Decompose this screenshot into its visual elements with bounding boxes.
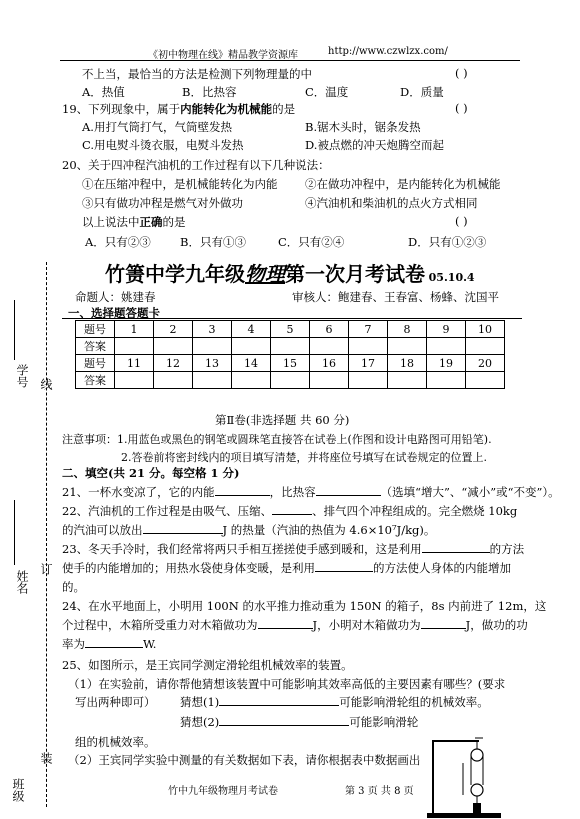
q23-line-2 <box>62 560 511 576</box>
q25-sub-1b: 写出两种即可） <box>75 695 156 709</box>
q25-guess-1-tail: 可能影响滑轮组的机械效率。 <box>339 695 489 709</box>
q20-answer-paren: ( ) <box>455 214 468 228</box>
margin-class: 班级 <box>11 778 25 802</box>
exam-title <box>105 258 475 287</box>
q20-statement-1: ①在压缩冲程中，是机械能转化为内能 <box>82 177 278 191</box>
q23-a: 23、冬天手冷时，我们经常将两只手相互搓搓使手感到暖和，这是利用 <box>62 542 422 556</box>
card-num: 20 <box>466 355 505 372</box>
q25-blank-1[interactable] <box>219 694 339 706</box>
q24-f: W. <box>143 637 157 651</box>
q25-blank-2[interactable] <box>219 714 349 726</box>
q19-answer-paren: ( ) <box>455 101 468 115</box>
q25-guess-2-tail: 可能影响滑轮 <box>349 715 419 729</box>
q22-d: J 的热量（汽油的热值为 4.6×10⁷J/kg)。 <box>222 523 436 537</box>
q18-option-a: A．热值 <box>82 85 125 99</box>
q22-b: 、排气四个冲程组成的。完全燃烧 10kg <box>312 504 518 518</box>
q24-b: 个过程中，木箱所受重力对木箱做功为 <box>62 618 258 632</box>
q25-guess-2 <box>180 714 418 730</box>
q21-blank-1[interactable] <box>215 484 270 496</box>
card-num: 14 <box>232 355 271 372</box>
card-num: 12 <box>154 355 193 372</box>
q23-line-3: 的。 <box>62 580 85 594</box>
card-answer-cell[interactable] <box>466 338 505 355</box>
q19-stem-bold: 内能转化为机械能 <box>180 102 273 116</box>
card-num: 19 <box>427 355 466 372</box>
q20-statement-4: ④汽油机和柴油机的点火方式相同 <box>305 196 478 210</box>
q23-blank-2[interactable] <box>315 560 373 572</box>
card-num: 4 <box>232 321 271 338</box>
card-answer-cell[interactable] <box>388 338 427 355</box>
student-number-blank[interactable] <box>14 300 15 360</box>
part-2-heading: 第Ⅱ卷(非选择题 共 60 分) <box>215 413 350 427</box>
q23-d: 的方法使人身体的内能增加 <box>373 561 511 575</box>
card-answer-cell[interactable] <box>466 372 505 389</box>
card-num: 5 <box>271 321 310 338</box>
q20-ask-post: 的是 <box>162 215 186 229</box>
card-answer-cell[interactable] <box>232 338 271 355</box>
card-label-num: 题号 <box>76 355 115 372</box>
card-num: 9 <box>427 321 466 338</box>
seal-line <box>46 262 47 807</box>
q18-stem-cont: 不上当，最恰当的方法是检测下列物理量的中 <box>82 67 312 81</box>
q22-line-1 <box>62 503 517 519</box>
card-label-ans: 答案 <box>76 372 115 389</box>
margin-name: 姓名 <box>15 570 29 594</box>
exam-title-subject: 物理 <box>245 262 285 286</box>
card-answer-cell[interactable] <box>349 338 388 355</box>
margin-ding-mark: 订 <box>39 563 53 575</box>
card-answer-cell[interactable] <box>427 372 466 389</box>
card-answer-cell[interactable] <box>232 372 271 389</box>
q22-c: 的汽油可以放出 <box>62 523 143 537</box>
card-num: 2 <box>154 321 193 338</box>
q21-b: ，比热容 <box>269 485 316 499</box>
exam-date: 05.10.4 <box>428 271 475 284</box>
card-answer-cell[interactable] <box>193 372 232 389</box>
q23-blank-1[interactable] <box>422 541 490 553</box>
card-num: 3 <box>193 321 232 338</box>
exam-title-pre: 竹箦中学九年级 <box>105 262 245 286</box>
q19-option-b: B.锯木头时，锯条发热 <box>305 120 421 134</box>
card-answer-cell[interactable] <box>115 338 154 355</box>
q25-guess-2-cont: 组的机械效率。 <box>75 735 156 749</box>
card-num: 16 <box>310 355 349 372</box>
margin-student-number: 学号 <box>15 364 29 388</box>
q20-ask <box>82 214 186 230</box>
card-num-row-1 <box>76 321 505 338</box>
card-answer-cell[interactable] <box>271 372 310 389</box>
card-label-ans: 答案 <box>76 338 115 355</box>
card-answer-cell[interactable] <box>193 338 232 355</box>
section-1-rule <box>62 318 522 319</box>
card-num: 8 <box>388 321 427 338</box>
q19-stem-post: 的是 <box>272 102 296 116</box>
card-num: 11 <box>115 355 154 372</box>
q23-line-1 <box>62 541 524 557</box>
name-blank[interactable] <box>14 500 15 565</box>
section-2-heading: 二、填空(共 21 分。每空格 1 分) <box>62 466 240 480</box>
card-answer-cell[interactable] <box>310 372 349 389</box>
q22-blank-2[interactable] <box>143 522 223 534</box>
q25-stem: 25、如图所示，是王宾同学测定滑轮组机械效率的装置。 <box>62 658 353 672</box>
reviewer: 审核人：鲍建春、王春富、杨蜂、沈国平 <box>292 290 499 304</box>
q20-option-b: B．只有①③ <box>180 235 246 249</box>
card-answer-cell[interactable] <box>310 338 349 355</box>
q18-answer-paren: ( ) <box>455 66 468 80</box>
card-num: 6 <box>310 321 349 338</box>
card-ans-row-2 <box>76 372 505 389</box>
q24-line-2 <box>62 617 528 633</box>
exam-title-post: 第一次月考试卷 <box>285 262 425 286</box>
margin-line-mark: 线 <box>39 378 53 390</box>
pulley-apparatus-figure <box>425 735 505 819</box>
q20-stem: 20、关于四冲程汽油机的工作过程有以下几种说法： <box>62 158 330 172</box>
footer-page: 第 3 页 共 8 页 <box>345 786 414 797</box>
card-answer-cell[interactable] <box>271 338 310 355</box>
header-source: 《初中物理在线》精品教学资源库 <box>148 50 298 61</box>
card-num-row-2 <box>76 355 505 372</box>
q25-guess-2-label: 猜想(2) <box>180 715 220 729</box>
card-label-num: 题号 <box>76 321 115 338</box>
section-1-heading: 一、选择题答题卡 <box>68 306 160 320</box>
q24-line-3 <box>62 636 156 652</box>
q18-option-b: B．比热容 <box>182 85 237 99</box>
q20-ask-bold: 正确 <box>139 215 163 229</box>
q19-option-a: A.用打气筒打气，气筒壁发热 <box>82 120 232 134</box>
q18-option-c: C．温度 <box>305 85 349 99</box>
q19-stem-pre: 19、下列现象中，属于 <box>62 102 181 116</box>
card-num: 15 <box>271 355 310 372</box>
q24-c: J，小明对木箱做功为 <box>312 618 421 632</box>
card-answer-cell[interactable] <box>388 372 427 389</box>
q25-guess-1-label: 猜想(1) <box>180 695 220 709</box>
card-num: 10 <box>466 321 505 338</box>
q25-sub-2: （2）王宾同学实验中测量的有关数据如下表，请你根据表中数据画出 <box>68 753 421 767</box>
q24-e: 率为 <box>62 637 85 651</box>
q19-stem <box>62 101 295 117</box>
card-num: 18 <box>388 355 427 372</box>
q24-blank-1[interactable] <box>258 617 313 629</box>
card-answer-cell[interactable] <box>154 372 193 389</box>
notice-line-1: 注意事项：1.用蓝色或黑色的钢笔或圆珠笔直接答在试卷上(作图和设计电路图可用铅笔). <box>62 433 492 446</box>
card-num: 1 <box>115 321 154 338</box>
card-answer-cell[interactable] <box>115 372 154 389</box>
q20-statement-2: ②在做功冲程中，是内能转化为机械能 <box>305 177 501 191</box>
answer-card <box>75 320 505 389</box>
card-answer-cell[interactable] <box>154 338 193 355</box>
q21-blank-2[interactable] <box>316 484 381 496</box>
q20-option-a: A．只有②③ <box>85 235 151 249</box>
card-answer-cell[interactable] <box>427 338 466 355</box>
q18-option-d: D．质量 <box>400 85 444 99</box>
margin-zhuang-mark: 装 <box>39 752 53 764</box>
header-url[interactable]: http://www.czwlzx.com/ <box>328 46 448 57</box>
q19-option-c: C.用电熨斗烫衣服，电熨斗发热 <box>82 138 244 152</box>
q20-option-d: D．只有①②③ <box>408 235 487 249</box>
q21-c: （选填“增大”、“减小”或“不变”）。 <box>380 485 560 499</box>
q23-b: 的方法 <box>489 542 525 556</box>
q19-option-d: D.被点燃的冲天炮腾空而起 <box>305 138 444 152</box>
notice-line-2: 2.答卷前将密封线内的项目填写清楚，并将座位号填写在试卷规定的位置上. <box>121 451 487 464</box>
card-answer-cell[interactable] <box>349 372 388 389</box>
q21-a: 21、一杯水变凉了，它的内能 <box>62 485 215 499</box>
q25-guess-1 <box>180 694 489 710</box>
q22-a: 22、汽油机的工作过程是由吸气、压缩、 <box>62 504 273 518</box>
q24-blank-2[interactable] <box>421 617 466 629</box>
setter: 命题人：姚建春 <box>75 290 156 304</box>
card-ans-row-1 <box>76 338 505 355</box>
q22-line-2 <box>62 522 435 538</box>
q24-line-1: 24、在水平地面上，小明用 100N 的水平推力推动重为 150N 的箱子，8s 内前进了 12m，这 <box>62 599 547 613</box>
card-num: 7 <box>349 321 388 338</box>
header-rule <box>60 60 520 61</box>
card-num: 13 <box>193 355 232 372</box>
q25-sub-1: （1）在实验前，请你帮他猜想该装置中可能影响其效率高低的主要因素有哪些？(要求 <box>68 677 506 691</box>
q20-ask-pre: 以上说法中 <box>82 215 140 229</box>
q22-blank-1[interactable] <box>272 503 312 515</box>
card-num: 17 <box>349 355 388 372</box>
q23-c: 使手的内能增加的；用热水袋使身体变暖，是利用 <box>62 561 315 575</box>
q20-option-c: C．只有②④ <box>278 235 345 249</box>
q21 <box>62 484 560 500</box>
q24-d: J，做功的功 <box>465 618 528 632</box>
q24-blank-3[interactable] <box>85 636 143 648</box>
q20-statement-3: ③只有做功冲程是燃气对外做功 <box>82 196 243 210</box>
footer-left: 竹中九年级物理月考试卷 <box>168 786 278 797</box>
